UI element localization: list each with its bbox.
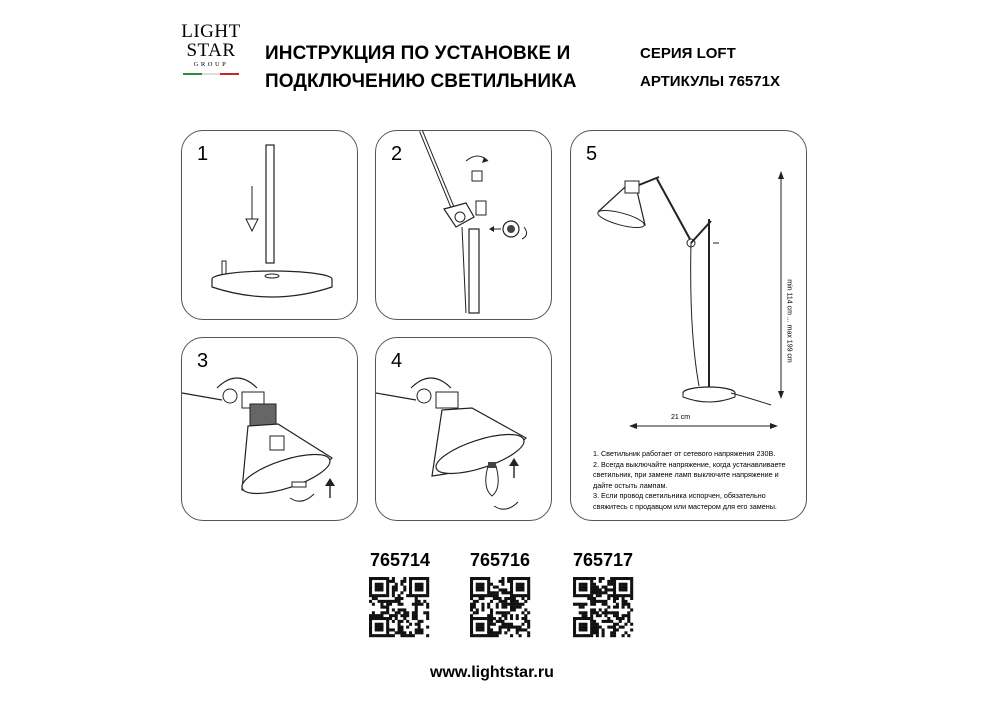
safety-notes (593, 449, 798, 513)
height-dimension-label: min 114 cm ... max 199 cm (785, 279, 793, 363)
step-number: 3 (197, 350, 209, 372)
width-dimension-label: 21 cm (671, 414, 691, 421)
step-panel-2 (375, 130, 552, 320)
qr-code-2[interactable] (470, 577, 530, 637)
logo-flag (183, 73, 239, 75)
qr-code-1[interactable] (369, 577, 429, 637)
product-code-1: 765714 (370, 550, 431, 570)
step-number: 1 (197, 143, 209, 165)
step-panel-3 (181, 337, 358, 521)
step-number: 5 (586, 143, 598, 165)
product-code-2: 765716 (470, 550, 531, 570)
height-dimension (777, 236, 801, 406)
title-line-2: ПОДКЛЮЧЕНИЮ СВЕТИЛЬНИКА (265, 71, 577, 92)
website-link[interactable]: www.lightstar.ru (430, 664, 554, 681)
step-panel-1 (181, 130, 358, 320)
brand-logo (180, 22, 242, 96)
page-title (265, 40, 577, 96)
step-number: 4 (391, 350, 403, 372)
logo-line-2: STAR (186, 40, 236, 61)
step-panel-4 (375, 337, 552, 521)
step-number: 2 (391, 143, 403, 165)
step-1-illustration (182, 131, 359, 321)
step-2-illustration (376, 131, 553, 321)
series-label: СЕРИЯ LOFT (640, 45, 736, 62)
note-item: 3. Если провод светильника испорчен, обязательно свяжитесь с продавцом или мастером для его замены. (593, 491, 777, 511)
title-line-1: ИНСТРУКЦИЯ ПО УСТАНОВКЕ И (265, 43, 571, 64)
qr-code-3[interactable] (573, 577, 633, 637)
note-item: 1. Светильник работает от сетевого напряжения 230В. (593, 449, 776, 458)
logo-line-1: LIGHT (181, 21, 241, 42)
logo-line-3: GROUP (193, 61, 229, 68)
note-item: 2. Всегда выключайте напряжение, когда устанавливаете светильник, при замене ламп выключите напряжение и дайте остыть лампам. (593, 459, 786, 490)
series-info (640, 40, 780, 96)
product-code-3: 765717 (573, 550, 634, 570)
articles-label: АРТИКУЛЫ 76571X (640, 73, 780, 90)
step-3-illustration (182, 338, 359, 522)
step-4-illustration (376, 338, 553, 522)
